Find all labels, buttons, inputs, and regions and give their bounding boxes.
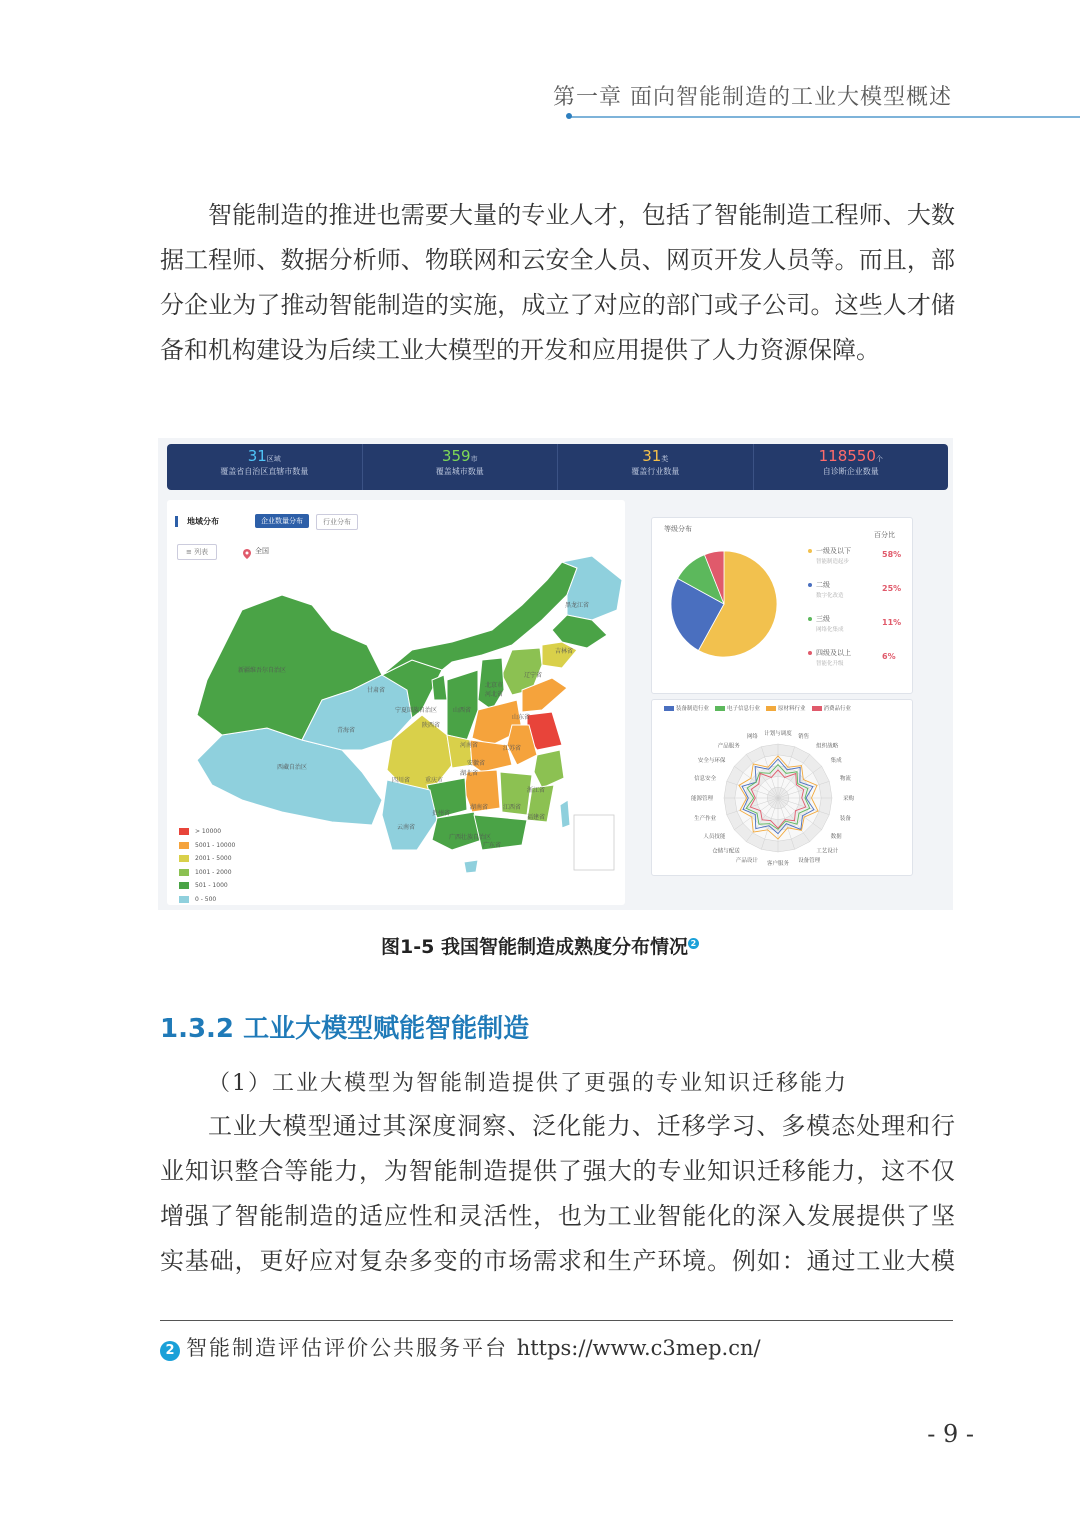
- legend-swatch: [179, 882, 189, 889]
- radar-axis-label: 仓储与配送: [712, 848, 740, 855]
- paragraph-line: 增强了智能制造的适应性和灵活性，也为工业智能化的深入发展提供了坚: [160, 1202, 955, 1230]
- header-rule-dot: [566, 113, 572, 119]
- pie-category-label: 二级: [816, 581, 830, 589]
- radar-axis-label: 产品设计: [735, 857, 758, 864]
- footnote: [160, 1332, 761, 1362]
- legend-item: [179, 893, 235, 907]
- stat-enterprises: [754, 444, 949, 490]
- legend-label: 5001 - 10000: [195, 841, 236, 849]
- radar-axis-label: 安全与环保: [697, 757, 726, 764]
- radar-axis-label: 计划与调度: [764, 731, 792, 737]
- stat-value: 31: [247, 447, 267, 465]
- legend-swatch: [179, 855, 189, 862]
- region-zhejiang: [534, 750, 564, 788]
- radar-legend-item: [766, 704, 806, 712]
- region-label: 安徽省: [467, 760, 486, 767]
- region-label: 山西省: [453, 707, 472, 714]
- radar-axis-label: 销售: [798, 734, 810, 741]
- region-label: 湖南省: [470, 804, 489, 811]
- footnote-link[interactable]: https://www.c3mep.cn/: [516, 1336, 761, 1360]
- paragraph-line: 业知识整合等能力，为智能制造提供了强大的专业知识迁移能力，这不仅: [160, 1157, 955, 1185]
- pie-sublabel: 智能制造起步: [816, 559, 850, 565]
- stat-industries: [558, 444, 754, 490]
- legend-item: [179, 839, 235, 853]
- legend-swatch: [715, 706, 725, 711]
- list-button[interactable]: ≡ 列表: [177, 544, 217, 560]
- stat-value: 31: [642, 447, 662, 465]
- region-label: 四川省: [392, 777, 411, 784]
- stat-value: 359: [441, 447, 471, 465]
- radar-legend-item: [664, 704, 709, 712]
- figure-dashboard: [158, 438, 953, 910]
- radar-series-label: 消费品行业: [823, 706, 852, 712]
- legend-dot: [808, 549, 812, 553]
- region-label: 新疆维吾尔自治区: [238, 667, 287, 674]
- stat-label: 覆盖城市数量: [435, 467, 484, 476]
- pie-legend-item: [802, 648, 906, 682]
- radar-axis-label: 物流: [839, 775, 851, 782]
- radar-legend-item: [812, 704, 852, 712]
- legend-dot: [808, 583, 812, 587]
- panel-title-marker: [175, 516, 178, 527]
- pie-panel: [651, 517, 913, 694]
- region-yunnan: [382, 780, 437, 850]
- legend-label: 2001 - 5000: [195, 855, 232, 863]
- region-label: 西藏自治区: [277, 764, 308, 771]
- region-label: 福建省: [527, 814, 546, 821]
- pie-value-label: 25%: [882, 584, 902, 593]
- footnote-reference[interactable]: 2: [688, 938, 699, 949]
- region-label: 河南省: [460, 742, 479, 749]
- stat-unit: 市: [470, 455, 478, 463]
- region-heilongjiang: [562, 556, 622, 620]
- map-legend: [179, 825, 235, 906]
- radar-axis-label: 网络: [746, 734, 758, 741]
- pie-title: 等级分布: [664, 525, 692, 533]
- legend-dot: [808, 617, 812, 621]
- legend-label: > 10000: [195, 828, 222, 836]
- stats-bar: [167, 444, 948, 490]
- section-subheading: （1）工业大模型为智能制造提供了更强的专业知识迁移能力: [208, 1071, 848, 1096]
- footnote-number: 2: [160, 1341, 180, 1361]
- footnote-text: 智能制造评估评价公共服务平台: [186, 1336, 508, 1360]
- radar-axis-label: 装备: [839, 816, 851, 823]
- radar-axis-label: 产品服务: [717, 743, 740, 750]
- legend-swatch: [179, 828, 189, 835]
- radar-axis-label: 组织战略: [816, 743, 839, 750]
- tab-industry[interactable]: 行业分布: [316, 514, 358, 530]
- radar-axis-label: 设备管理: [798, 857, 821, 864]
- region-label: 山东省: [512, 714, 531, 721]
- pie-legend-item: [802, 614, 906, 648]
- map-panel: [167, 500, 625, 905]
- pie-legend: [802, 546, 906, 682]
- legend-label: 1001 - 2000: [195, 868, 232, 876]
- legend-swatch: [664, 706, 674, 711]
- radar-axis-label: 信息安全: [694, 775, 717, 782]
- legend-label: 0 - 500: [195, 895, 217, 903]
- region-label: 宁夏回族自治区: [395, 707, 438, 714]
- radar-legend: [664, 704, 851, 712]
- map-scope: 全国: [255, 547, 269, 555]
- paragraph-line: 工业大模型通过其深度洞察、泛化能力、迁移学习、多模态处理和行: [208, 1112, 955, 1140]
- region-label: 贵州省: [432, 810, 451, 817]
- page-number: - 9 -: [927, 1420, 974, 1448]
- stat-unit: 区域: [266, 455, 281, 463]
- radar-series-label: 电子信息行业: [727, 706, 761, 712]
- region-ningxia: [432, 675, 447, 700]
- pie-header-right: 百分比: [874, 531, 895, 539]
- radar-axis-label: 采购: [843, 796, 855, 802]
- radar-panel: [651, 699, 913, 876]
- pie-value-label: 11%: [882, 618, 902, 627]
- legend-item: [179, 879, 235, 893]
- region-label: 江苏省: [503, 745, 522, 752]
- stat-label: 覆盖省自治区直辖市数量: [220, 467, 309, 476]
- paragraph-line: 备和机构建设为后续工业大模型的开发和应用提供了人力资源保障。: [160, 336, 880, 364]
- legend-swatch: [812, 706, 822, 711]
- region-label: 江西省: [503, 804, 522, 811]
- radar-chart: [652, 716, 912, 874]
- footnote-rule: [160, 1320, 953, 1321]
- pie-legend-item: [802, 546, 906, 580]
- pie-category-label: 三级: [816, 615, 830, 623]
- pie-category-label: 一级及以下: [816, 547, 851, 555]
- region-label: 辽宁省: [524, 672, 543, 679]
- stat-cities: [363, 444, 559, 490]
- region-label: 重庆市: [425, 777, 444, 784]
- radar-axis-label: 集成: [830, 757, 842, 764]
- radar-axis-label: 数据: [830, 834, 842, 841]
- legend-dot: [808, 651, 812, 655]
- pie-value-label: 6%: [882, 652, 896, 661]
- header-rule: [568, 116, 1080, 118]
- legend-swatch: [179, 896, 189, 903]
- pie-value-label: 58%: [882, 550, 902, 559]
- region-label: 湖北省: [460, 770, 479, 777]
- south-sea-inset: [574, 815, 614, 870]
- caption-text: 图1-5 我国智能制造成熟度分布情况: [381, 936, 688, 958]
- section-paragraph: [160, 1104, 955, 1284]
- radar-axis-label: 能源管理: [690, 796, 713, 802]
- region-label: 青海省: [337, 727, 356, 734]
- region-label: 浙江省: [527, 787, 546, 794]
- pie-sublabel: 网络化集成: [816, 627, 844, 633]
- map-panel-title: 地域分布: [187, 517, 219, 526]
- radar-axis-label: 生产作业: [694, 816, 717, 823]
- radar-axis-label: 人员技能: [703, 834, 726, 841]
- region-label: 陕西省: [422, 722, 441, 729]
- section-heading: 1.3.2 工业大模型赋能智能制造: [160, 1014, 530, 1044]
- legend-swatch: [179, 869, 189, 876]
- region-hainan: [464, 860, 478, 873]
- legend-item: [179, 852, 235, 866]
- stat-unit: 个: [875, 455, 883, 463]
- legend-swatch: [766, 706, 776, 711]
- pie-category-label: 四级及以上: [816, 649, 851, 657]
- region-label: 云南省: [397, 824, 416, 831]
- region-taiwan: [560, 800, 570, 828]
- tab-enterprise-count[interactable]: 企业数量分布: [255, 514, 309, 528]
- region-label: 河北省: [485, 691, 504, 698]
- paragraph-line: 智能制造的推进也需要大量的专业人才，包括了智能制造工程师、大数: [208, 201, 955, 229]
- region-label: 黑龙江省: [565, 602, 590, 609]
- pie-sublabel: 智能化升级: [816, 661, 844, 667]
- legend-swatch: [179, 842, 189, 849]
- paragraph-line: 据工程师、数据分析师、物联网和云安全人员、网页开发人员等。而且，部: [160, 246, 955, 274]
- radar-legend-item: [715, 704, 760, 712]
- stat-label: 覆盖行业数量: [631, 467, 680, 476]
- paragraph-line: 实基础，更好应对复杂多变的市场需求和生产环境。例如：通过工业大模: [160, 1247, 955, 1275]
- intro-paragraph: [160, 193, 955, 373]
- radar-axis-label: 工艺设计: [816, 848, 839, 855]
- pie-legend-item: [802, 580, 906, 614]
- pie-chart: [668, 548, 780, 660]
- radar-series-label: 装备制造行业: [676, 706, 710, 712]
- region-label: 广东省: [483, 842, 502, 849]
- stat-value: 118550: [818, 447, 876, 465]
- chapter-title: 第一章 面向智能制造的工业大模型概述: [553, 85, 952, 110]
- figure-caption: [0, 932, 1080, 959]
- pie-sublabel: 数字化改造: [816, 593, 844, 599]
- radar-axis-label: 客户服务: [766, 861, 790, 867]
- legend-item: [179, 866, 235, 880]
- legend-item: [179, 825, 235, 839]
- stat-regions: [167, 444, 363, 490]
- region-label: 广西壮族自治区: [449, 834, 492, 841]
- radar-series-label: 原材料行业: [778, 706, 806, 712]
- region-label: 甘肃省: [367, 687, 386, 694]
- region-label: 北京市: [485, 682, 504, 689]
- stat-label: 自诊断企业数量: [822, 467, 879, 476]
- paragraph-line: 分企业为了推动智能制造的实施，成立了对应的部门或子公司。这些人才储: [160, 291, 955, 319]
- region-label: 吉林省: [555, 648, 574, 655]
- stat-unit: 类: [661, 455, 669, 463]
- legend-label: 501 - 1000: [195, 882, 228, 890]
